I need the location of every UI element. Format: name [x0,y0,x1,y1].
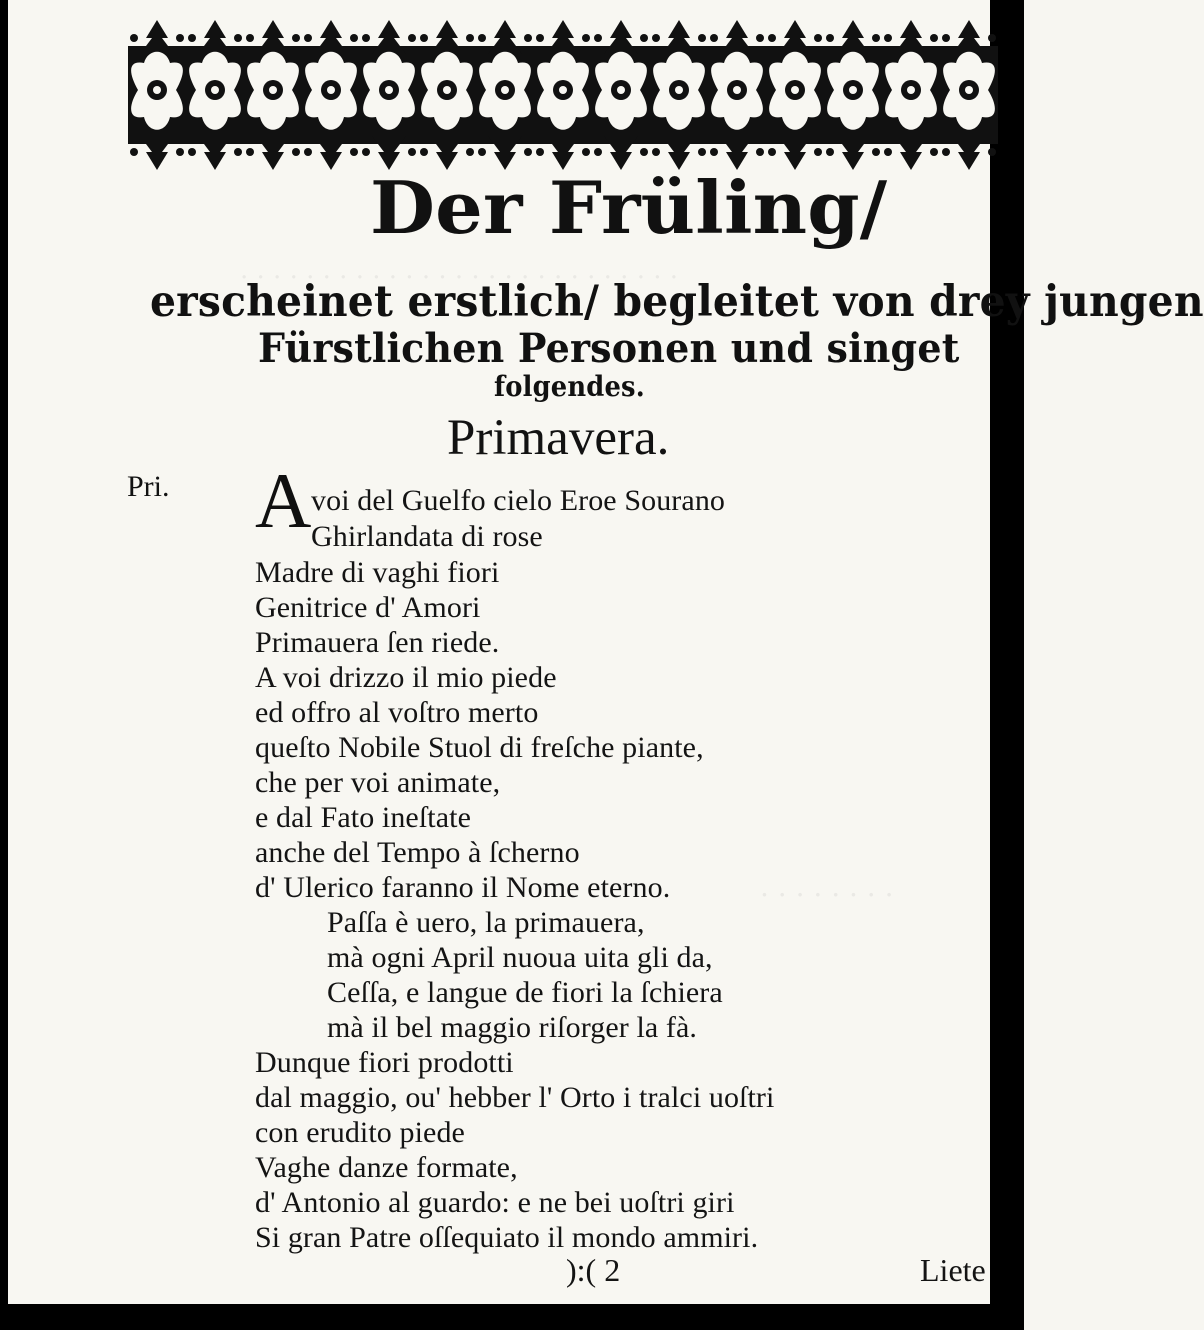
verse-line: Ceſſa, e langue de fiori la ſchiera [327,976,723,1009]
verse-line: mà il bel maggio riſorger la fà. [327,1011,698,1044]
verse-line: d' Ulerico faranno il Nome eterno. [255,871,671,904]
verse-line: con erudito piede [255,1116,465,1149]
bottom-scan-edge [0,1304,1024,1330]
decorative-header-ornament [128,20,1000,170]
verse-line: d' Antonio al guardo: e ne bei uoſtri giri [255,1186,735,1219]
title-line-3: folgendes. [494,370,645,403]
title-line-1: erscheinet erstlich/ begleitet von drey jungen [150,277,1204,327]
verse-line: Paſſa è uero, la primauera, [327,906,645,939]
bleedthrough-text: . . . . . . . . [760,870,894,903]
verse-line: Dunque fiori prodotti [255,1046,514,1079]
verse-line: mà ogni April nuoua uita gli da, [327,941,713,974]
verse-line: voi del Guelfo cielo Eroe Sourano [311,484,726,517]
bleedthrough-text: . . . . . . . . . . . . . . . . . . . . . . . . . . . [240,255,679,285]
verse-line: Vaghe danze formate, [255,1151,518,1184]
main-title: Der Früling/ [370,165,888,250]
verse-line: Genitrice d' Amori [255,591,481,624]
catchword: Liete [920,1252,986,1288]
verse-line: A voi drizzo il mio piede [255,661,557,694]
verse-line: Si gran Patre oſſequiato il mondo ammiri. [255,1221,759,1254]
section-heading: Primavera. [447,410,670,466]
speaker-label: Pri. [127,470,170,503]
signature-mark: ):( 2 [566,1252,621,1288]
verse-line: queſto Nobile Stuol di freſche piante, [255,731,704,764]
verse-line: Madre di vaghi fiori [255,556,500,589]
verse-line: dal maggio, ou' hebber l' Orto i tralci uoſtri [255,1081,775,1114]
verse-line: Primauera ſen riede. [255,626,500,659]
title-line-2: Fürstlichen Personen und singet [258,325,960,372]
drop-cap: A [255,457,312,544]
right-scan-edge [990,0,1024,1330]
left-scan-edge [0,0,8,1330]
verse-line: e dal Fato ineſtate [255,801,471,834]
verse-line: anche del Tempo à ſcherno [255,836,580,869]
verse-line: Ghirlandata di rose [311,520,543,553]
verse-line: che per voi animate, [255,766,501,799]
verse-line: ed offro al voſtro merto [255,696,539,729]
